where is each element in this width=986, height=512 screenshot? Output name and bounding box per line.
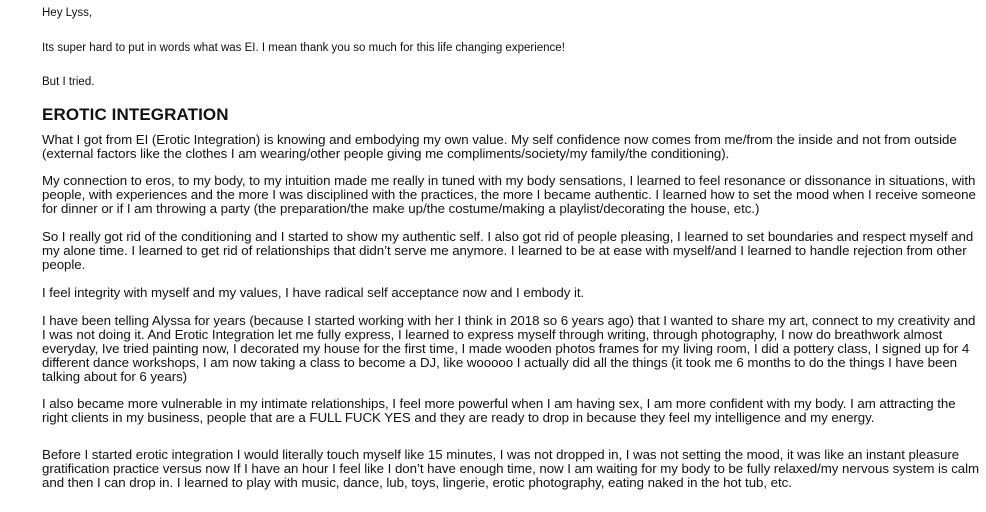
paragraph-integrity: I feel integrity with myself and my values, I have radical self acceptance now and I embody it. (42, 285, 585, 300)
paragraph-value: What I got from EI (Erotic Integration) is knowing and embodying my own value. My self confidence now comes from me/from the inside and not from outside (external factors like the clothes I am wearing/other people giving me compliments/society/my family/the conditioning). (42, 132, 957, 161)
greeting-line: Hey Lyss, (42, 7, 93, 19)
section-heading: EROTIC INTEGRATION (42, 105, 229, 124)
paragraph-before-after: Before I started erotic integration I would literally touch myself like 15 minutes, I was not dropped in, I was not setting the mood, it was like an instant pleasure gratification practice versus now If I have an hour I feel like I don’t have enough time, now I am waiting for my body to be fully relaxed/my nervous system is calm and then I can drop in. I learned to play with music, dance, lub, toys, lingerie, erotic photography, eating naked in the hot tub, etc. (42, 447, 980, 490)
tried-line: But I tried. (42, 76, 95, 88)
paragraph-creativity: I have been telling Alyssa for years (because I started working with her I think in 2018 so 6 years ago) that I wanted to share my art, connect to my creativity and I was not doing it. And Erotic Integration let me fully express, I learned to express myself through writing, through photography, I now do breathwork almost everyday, Ive tried painting now, I decorated my house for the first time, I made wooden photos frames for my living room, I did a pottery class, I signed up for 4 different dance workshops, I am now taking a class to become a DJ, like wooooo I actually did all the things (it took me 6 months to do the things I have been talking about for 6 years) (42, 313, 976, 384)
paragraph-connection: My connection to eros, to my body, to my intuition made me really in tuned with my body sensations, I learned to feel resonance or dissonance in situations, with people, with experiences and the more I was disciplined with the practices, the more I became authentic. I learned how to set the mood when I receive someone for dinner or if I am throwing a party (the preparation/the make up/the costume/making a playlist/decorating the house, etc.) (42, 173, 976, 216)
intro-line: Its super hard to put in words what was EI. I mean thank you so much for this life changing experience! (42, 42, 565, 54)
paragraph-conditioning: So I really got rid of the conditioning and I started to show my authentic self. I also got rid of people pleasing, I learned to set boundaries and respect myself and my alone time. I learned to get rid of relationships that didn’t serve me anymore. I learned to be at ease with myself/and I learned to handle rejection from other people. (42, 229, 974, 272)
paragraph-vulnerability: I also became more vulnerable in my intimate relationships, I feel more powerful when I am having sex, I am more confident with my body. I am attracting the right clients in my business, people that are a FULL FUCK YES and they are ready to drop in because they feel my intelligence and my energy. (42, 396, 956, 425)
